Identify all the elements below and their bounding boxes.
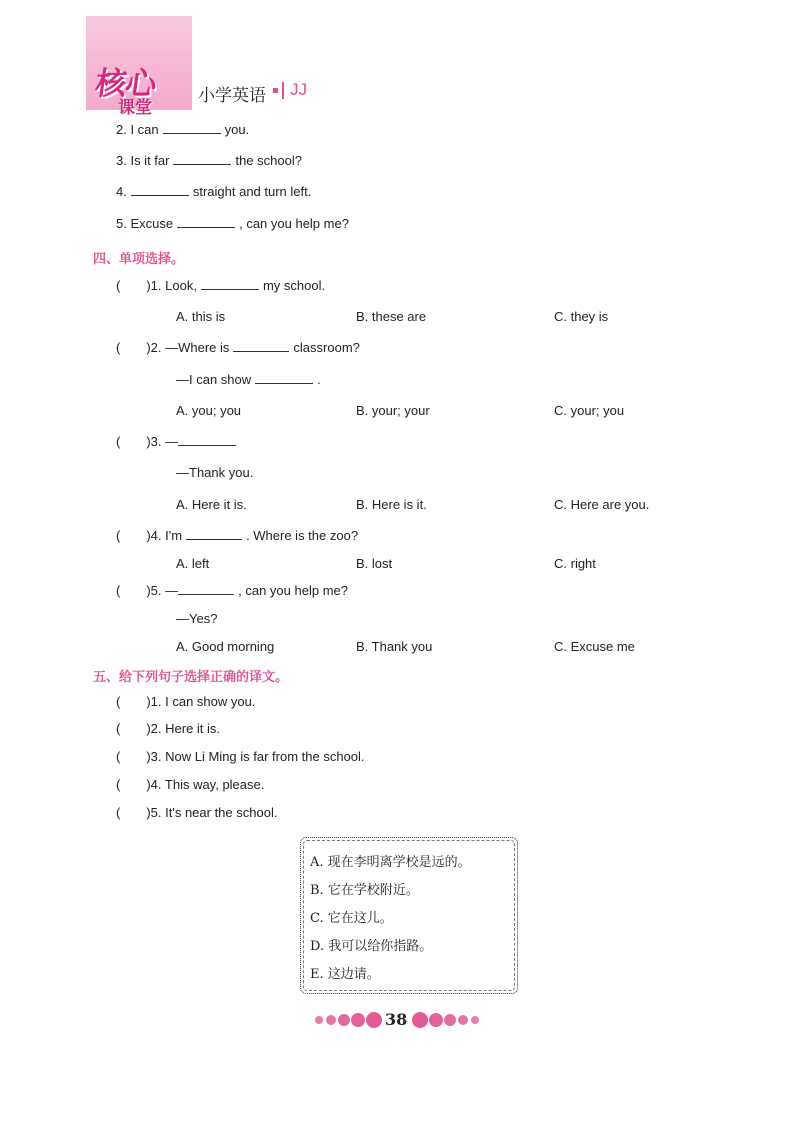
footer-dot: [458, 1015, 468, 1025]
option-b[interactable]: B. Here is it.: [356, 497, 427, 512]
answer-blank[interactable]: [173, 153, 231, 165]
answer-blank[interactable]: [233, 340, 289, 352]
choice-c: C. 它在这儿。: [310, 911, 393, 926]
answer-blank[interactable]: [255, 372, 313, 384]
option-a[interactable]: A. you; you: [176, 403, 242, 418]
question-line-2: —Thank you.: [176, 465, 254, 480]
footer-dot: [366, 1012, 382, 1028]
footer-dot: [444, 1014, 456, 1026]
series-title: 小学英语: [198, 86, 266, 106]
choice-d: D. 我可以给你指路。: [310, 939, 433, 954]
option-a[interactable]: A. Good morning: [176, 639, 275, 654]
footer-dot: [315, 1016, 323, 1024]
fill-in-line: [116, 216, 349, 232]
translation-item: ( )1. I can show you.: [116, 694, 256, 709]
edition-label: JJ: [290, 80, 307, 99]
option-c[interactable]: C. right: [554, 556, 596, 571]
answer-paren[interactable]: (: [116, 278, 121, 293]
footer-dot: [471, 1016, 479, 1024]
answer-paren[interactable]: (: [116, 805, 121, 820]
fill-in-text: 4.: [116, 184, 127, 199]
fill-in-line: [116, 153, 302, 169]
answer-blank[interactable]: [131, 184, 189, 196]
footer-dot: [326, 1015, 336, 1025]
choice-a: A. 现在李明离学校是远的。: [310, 855, 471, 870]
answer-blank[interactable]: [163, 122, 221, 134]
choice-e: E. 这边请。: [310, 967, 380, 982]
option-b[interactable]: B. Thank you: [356, 639, 433, 654]
translation-item: ( )3. Now Li Ming is far from the school.: [116, 749, 365, 764]
fill-in-text: 2. I can: [116, 122, 159, 137]
question-stem: ( )3. —: [116, 434, 240, 450]
fill-in-text: you.: [224, 122, 250, 137]
option-b[interactable]: B. lost: [356, 556, 393, 571]
page-number: 38: [385, 1010, 408, 1029]
answer-paren[interactable]: (: [116, 721, 121, 736]
option-c[interactable]: C. your; you: [554, 403, 625, 418]
logo-text-bottom: 课堂: [118, 98, 152, 118]
fill-in-text: the school?: [235, 153, 302, 168]
option-c[interactable]: C. they is: [554, 309, 609, 324]
option-b[interactable]: B. your; your: [356, 403, 430, 418]
option-a[interactable]: A. this is: [176, 309, 226, 324]
question-stem: ( )2. —Where is classroom?: [116, 340, 360, 355]
translation-item: ( )2. Here it is.: [116, 721, 221, 736]
answer-paren[interactable]: (: [116, 694, 121, 709]
fill-in-line: [116, 122, 249, 138]
translation-item: ( )4. This way, please.: [116, 777, 265, 792]
header-square-icon: [273, 88, 278, 93]
answer-blank[interactable]: [186, 528, 242, 540]
option-a[interactable]: A. Here it is.: [176, 497, 247, 512]
footer-dot: [351, 1013, 365, 1027]
fill-in-text: straight and turn left.: [192, 184, 312, 199]
section-5-title: 五、给下列句子选择正确的译文。: [93, 670, 289, 685]
translation-item: ( )5. It's near the school.: [116, 805, 278, 820]
footer-dot: [429, 1013, 443, 1027]
answer-paren[interactable]: (: [116, 434, 121, 449]
fill-in-text: 5. Excuse: [116, 216, 174, 231]
question-stem: ( )4. I'm . Where is the zoo?: [116, 528, 359, 543]
question-stem: ( )5. — , can you help me?: [116, 583, 348, 598]
answer-blank[interactable]: [177, 216, 235, 228]
choice-b: B. 它在学校附近。: [310, 883, 419, 898]
logo-text-top: 核心: [92, 66, 159, 102]
answer-blank[interactable]: [201, 278, 259, 290]
option-c[interactable]: C. Here are you.: [554, 497, 650, 512]
answer-paren[interactable]: (: [116, 340, 121, 355]
answer-paren[interactable]: (: [116, 583, 121, 598]
question-stem: ( )1. Look, my school.: [116, 278, 326, 293]
section-4-title: 四、单项选择。: [93, 252, 185, 267]
answer-blank[interactable]: [178, 434, 236, 446]
answer-paren[interactable]: (: [116, 749, 121, 764]
question-line-2: —Yes?: [176, 611, 218, 626]
header-divider: [282, 82, 284, 99]
option-a[interactable]: A. left: [176, 556, 210, 571]
footer-dot: [412, 1012, 428, 1028]
footer-dot: [338, 1014, 350, 1026]
option-b[interactable]: B. these are: [356, 309, 427, 324]
question-line-2: —I can show .: [176, 372, 321, 387]
fill-in-line: [116, 184, 311, 200]
answer-blank[interactable]: [178, 583, 234, 595]
answer-paren[interactable]: (: [116, 777, 121, 792]
answer-paren[interactable]: (: [116, 528, 121, 543]
fill-in-text: , can you help me?: [239, 216, 349, 231]
fill-in-text: 3. Is it far: [116, 153, 170, 168]
option-c[interactable]: C. Excuse me: [554, 639, 635, 654]
